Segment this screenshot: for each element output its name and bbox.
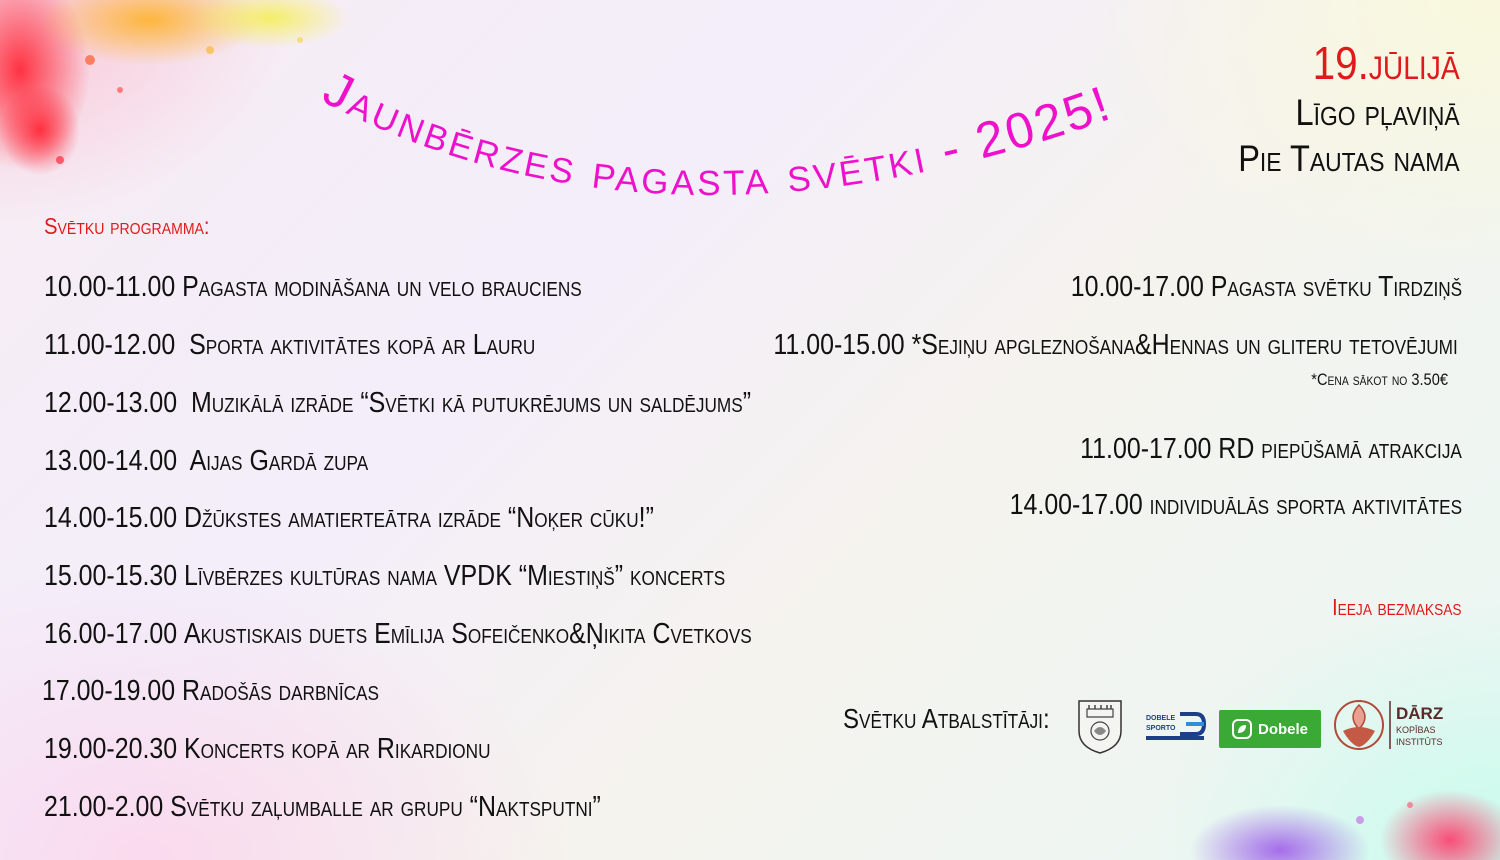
event-title xyxy=(300,40,1180,230)
program-item-time: 11.00-15.00 xyxy=(773,329,905,361)
svg-text:DOBELE: DOBELE xyxy=(1146,715,1176,722)
program-item xyxy=(44,387,751,420)
program-item xyxy=(44,329,535,362)
program-item-time: 10.00-11.00 xyxy=(44,271,176,303)
svg-text:SPORTO: SPORTO xyxy=(1146,725,1176,732)
program-item-time: 13.00-14.00 xyxy=(44,445,178,477)
program-item-time: 10.00-17.00 xyxy=(1070,271,1204,303)
program-item-text: Pagasta svētku Tirdziņš xyxy=(1210,271,1462,303)
supporters-label: Svētku Atbalstītāji: xyxy=(843,703,1050,734)
program-item xyxy=(44,618,752,651)
svg-text:INSTITŪTS: INSTITŪTS xyxy=(1396,737,1443,747)
program-item-time: 17.00-19.00 xyxy=(42,675,176,707)
program-item-time: 14.00-15.00 xyxy=(44,502,178,534)
program-heading: Svētku programma: xyxy=(44,213,210,239)
program-item-time: 19.00-20.30 xyxy=(44,733,178,765)
program-item-time: 14.00-17.00 xyxy=(1009,489,1143,521)
svg-text:DĀRZ: DĀRZ xyxy=(1396,704,1444,723)
program-item-time: 15.00-15.30 xyxy=(44,560,178,592)
event-location-line2: Pie Tautas nama xyxy=(1238,138,1460,179)
program-item-right xyxy=(1071,271,1462,304)
program-item-text: Džūkstes amatierteātra izrāde “Noķer cūku!” xyxy=(184,502,654,534)
program-item-right xyxy=(1010,489,1462,522)
program-item-time: 11.00-17.00 xyxy=(1080,433,1212,465)
program-item-text: Akustiskais duets Emīlija Sofeičenko&Ņikita Cvetkovs xyxy=(184,618,752,650)
program-item xyxy=(44,560,725,593)
program-item-text: Aijas Gardā zupa xyxy=(184,445,369,477)
program-item xyxy=(42,675,379,708)
program-item xyxy=(44,733,491,766)
program-item-text: Koncerts kopā ar Rikardionu xyxy=(184,733,491,765)
price-note: *Cena sākot no 3.50€ xyxy=(1311,370,1448,389)
dobele-sporto-logo xyxy=(1146,708,1208,744)
program-item-time: 16.00-17.00 xyxy=(44,618,178,650)
program-item-text: Pagasta modināšana un velo brauciens xyxy=(182,271,582,303)
leaf-icon xyxy=(1232,719,1252,739)
coat-of-arms-logo xyxy=(1075,697,1125,755)
program-item-text: individuālās sporta aktivitātes xyxy=(1149,489,1462,521)
paint-splash-bottom-right xyxy=(1180,750,1500,860)
program-item-text: *Sejiņu apgleznošana&Hennas un gliteru tetovējumi xyxy=(911,329,1458,361)
program-item-time: 11.00-12.00 xyxy=(44,329,176,361)
program-item-text: Svētku zaļumballe ar grupu “Naktsputni” xyxy=(170,791,601,823)
program-item-time: 21.00-2.00 xyxy=(44,791,164,823)
program-item-text: Radošās darbnīcas xyxy=(182,675,380,707)
free-entry-note: Ieeja bezmaksas xyxy=(1332,594,1462,620)
program-item-text: Sporta aktivitātes kopā ar Lauru xyxy=(182,329,536,361)
program-item-time: 12.00-13.00 xyxy=(44,387,178,419)
program-item-text: Muzikālā izrāde “Svētki kā putukrējums un saldējums” xyxy=(184,387,752,419)
program-item-text: RD piepūšamā atrakcija xyxy=(1218,433,1462,465)
date-location-block xyxy=(1208,36,1460,182)
event-date: 19.jūlijā xyxy=(1312,37,1460,89)
svg-text:KOPĪBAS: KOPĪBAS xyxy=(1396,725,1436,735)
program-item xyxy=(44,445,368,478)
program-item-text: Līvbērzes kultūras nama VPDK “Miestiņš” koncerts xyxy=(184,560,726,592)
program-item-right xyxy=(1080,433,1462,466)
program-item xyxy=(44,271,582,304)
darz-kopibas-instituts-logo xyxy=(1333,695,1465,755)
dobele-logo-text: Dobele xyxy=(1257,720,1308,738)
program-item xyxy=(44,502,654,535)
program-item xyxy=(44,791,601,824)
svg-text:Jaunbērzes pagasta svētki - 20 xyxy=(315,60,1119,206)
dobele-municipality-logo xyxy=(1219,710,1321,748)
event-location-line1: Līgo pļaviņā xyxy=(1295,92,1460,133)
program-item-right xyxy=(774,329,1458,362)
event-title-text: Jaunbērzes pagasta svētki - 2025! xyxy=(315,59,1119,207)
